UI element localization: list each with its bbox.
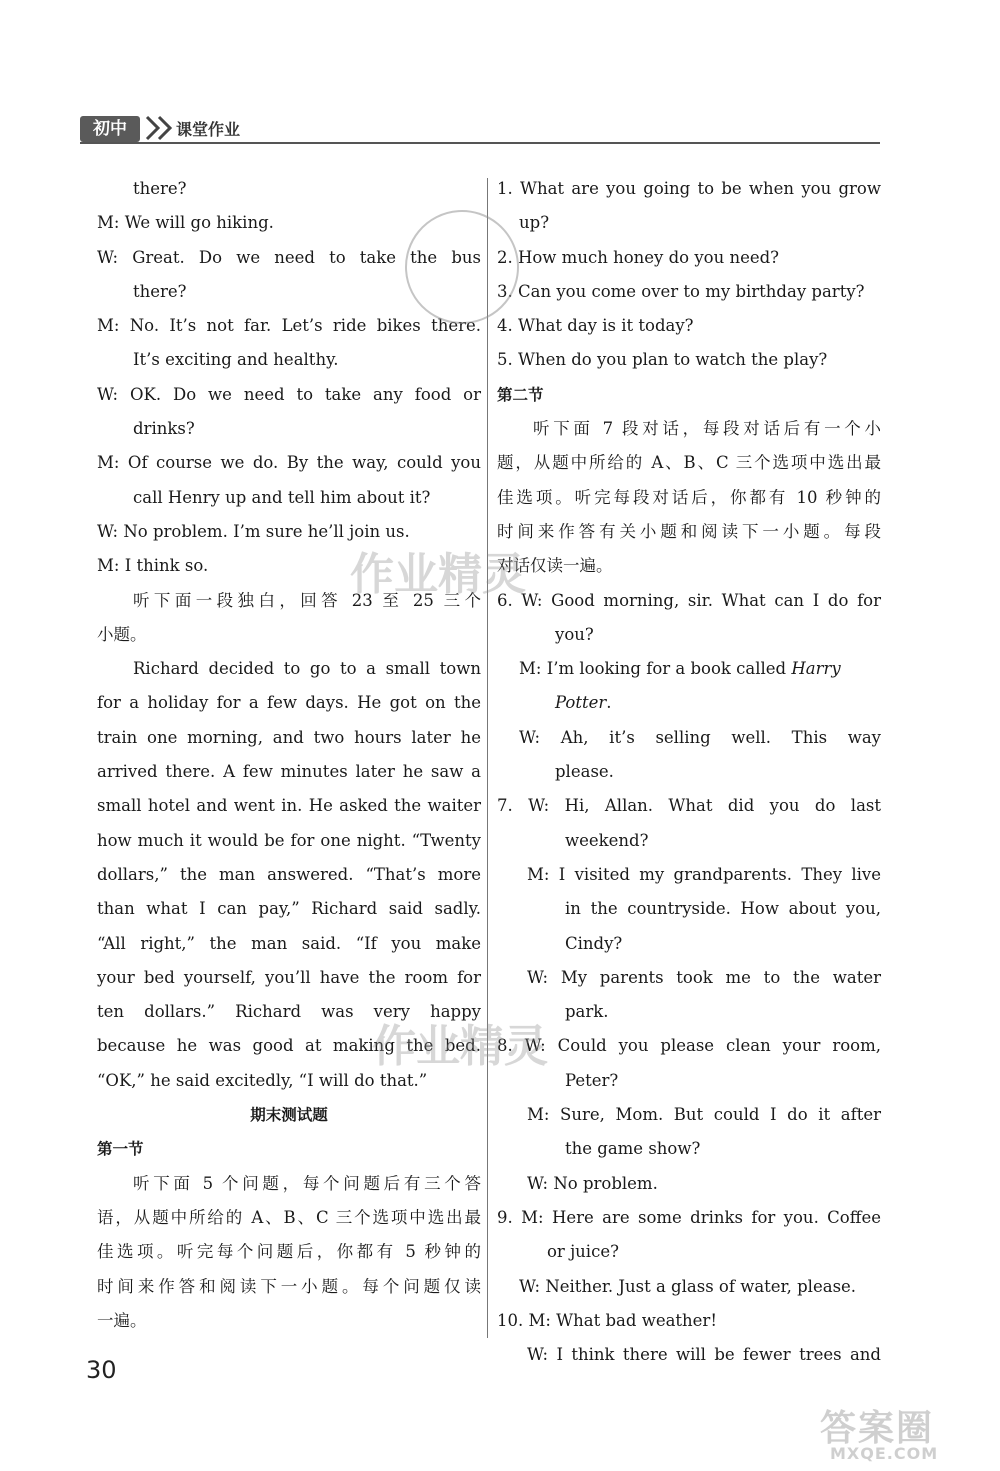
dialogue-line: W: My parents took me to the water bbox=[527, 967, 881, 987]
dialogue-line: 9. M: Here are some drinks for you. Coffee bbox=[497, 1207, 881, 1227]
question-line: 4. What day is it today? bbox=[497, 316, 694, 336]
dialogue-line: M: I think so. bbox=[97, 556, 209, 576]
dialogue-line: M: We will go hiking. bbox=[97, 213, 274, 233]
text-line: park. bbox=[565, 1002, 609, 1022]
passage-line: than what I can pay,” Richard said sadly. bbox=[97, 899, 481, 919]
dialogue-line: W: Neither. Just a glass of water, please. bbox=[519, 1276, 857, 1296]
text-line: please. bbox=[555, 762, 614, 782]
text-line: Cindy? bbox=[565, 933, 623, 953]
text-line: you? bbox=[555, 624, 594, 644]
instruction-line: 语，从题中所给的 A、B、C 三个选项中选出最 bbox=[97, 1207, 481, 1227]
passage-line: dollars,” the man answered. “That’s more bbox=[97, 864, 481, 884]
instruction-line: 听下面 5 个问题，每个问题后有三个答 bbox=[133, 1173, 481, 1193]
page-header bbox=[80, 112, 880, 144]
passage-line: small hotel and went in. He asked the waiter bbox=[97, 796, 481, 816]
dialogue-line bbox=[497, 652, 881, 686]
dialogue-line: 10. M: What bad weather! bbox=[497, 1310, 717, 1330]
instruction-line: 听下面 7 段对话，每段对话后有一个小 bbox=[533, 419, 881, 439]
passage-line: your bed yourself, you’ll have the room for bbox=[97, 967, 481, 987]
instruction-line: 题，从题中所给的 A、B、C 三个选项中选出最 bbox=[497, 453, 881, 473]
instruction-line: 一遍。 bbox=[97, 1310, 147, 1330]
logo-text: 答案圈 bbox=[820, 1408, 935, 1449]
passage-line: because he was good at making the bed. bbox=[97, 1036, 481, 1056]
instruction-line: 听下面一段独白，回答 23 至 25 三个 bbox=[133, 590, 481, 610]
book-title: Potter bbox=[555, 693, 607, 713]
left-column bbox=[97, 172, 481, 1338]
level-badge-label: 初中 bbox=[93, 119, 127, 139]
instruction-line: 时间来作答和阅读下一小题。每个问题仅读 bbox=[97, 1276, 481, 1296]
header-rule bbox=[80, 142, 880, 144]
text-line: in the countryside. How about you, bbox=[565, 899, 881, 919]
instruction-line: 佳选项。听完每个问题后，你都有 5 秒钟的 bbox=[97, 1242, 481, 1262]
text-line: the game show? bbox=[565, 1139, 701, 1159]
text-line: there? bbox=[133, 179, 187, 198]
text-line: Peter? bbox=[565, 1070, 619, 1090]
question-line: 2. How much honey do you need? bbox=[497, 247, 780, 267]
section-title: 期末测试题 bbox=[250, 1106, 328, 1125]
question-line: 3. Can you come over to my birthday party? bbox=[497, 281, 865, 301]
dialogue-line: 6. W: Good morning, sir. What can I do for bbox=[497, 590, 881, 610]
header-title: 课堂作业 bbox=[176, 120, 241, 139]
section-heading: 第一节 bbox=[97, 1140, 144, 1159]
question-line: 1. What are you going to be when you grow bbox=[497, 179, 881, 198]
passage-line: “OK,” he said excitedly, “I will do that.” bbox=[97, 1070, 428, 1090]
text-line: It’s exciting and healthy. bbox=[133, 350, 339, 370]
dialogue-line: M: No. It’s not far. Let’s ride bikes there. bbox=[97, 316, 481, 336]
right-column bbox=[497, 172, 881, 1372]
passage-line: for a holiday for a few days. He got on the bbox=[97, 693, 481, 713]
watermark-text: 作业精灵 bbox=[350, 549, 526, 600]
dialogue-line: 7. W: Hi, Allan. What did you do last bbox=[497, 796, 881, 816]
dialogue-text: M: I’m looking for a book called bbox=[519, 659, 792, 679]
level-badge bbox=[80, 116, 140, 142]
text-line bbox=[497, 686, 881, 720]
text-line: there? bbox=[133, 281, 187, 301]
instruction-line: 时间来作答有关小题和阅读下一小题。每段 bbox=[497, 521, 881, 541]
text-line: or juice? bbox=[547, 1242, 619, 1262]
chevron-right-icon bbox=[156, 114, 174, 142]
dialogue-line: W: Great. Do we need to take the bus bbox=[97, 247, 481, 267]
dialogue-line: W: OK. Do we need to take any food or bbox=[97, 384, 481, 404]
dialogue-line: W: I think there will be fewer trees and bbox=[527, 1345, 881, 1365]
dialogue-line: W: No problem. bbox=[527, 1173, 658, 1193]
passage-line: train one morning, and two hours later he bbox=[97, 727, 481, 747]
question-line: 5. When do you plan to watch the play? bbox=[497, 350, 828, 370]
punctuation: . bbox=[606, 693, 612, 713]
passage-line: how much it would be for one night. “Twenty bbox=[97, 830, 481, 850]
passage-line: ten dollars.” Richard was very happy bbox=[97, 1002, 481, 1022]
instruction-line: 小题。 bbox=[97, 624, 147, 644]
passage-line: arrived there. A few minutes later he saw a bbox=[97, 762, 481, 782]
text-line: drinks? bbox=[133, 419, 195, 439]
instruction-line: 佳选项。听完每段对话后，你都有 10 秒钟的 bbox=[497, 487, 881, 507]
passage-line: “All right,” the man said. “If you make bbox=[97, 933, 481, 953]
book-title: Harry bbox=[791, 659, 841, 679]
passage-line: Richard decided to go to a small town bbox=[133, 659, 481, 679]
column-divider bbox=[487, 178, 488, 1338]
dialogue-line: 8. W: Could you please clean your room, bbox=[497, 1036, 881, 1056]
logo-url: MXQE.COM bbox=[830, 1444, 939, 1463]
watermark-text: 作业精灵 bbox=[372, 1021, 548, 1072]
dialogue-line: M: Sure, Mom. But could I do it after bbox=[527, 1105, 881, 1125]
text-line: call Henry up and tell him about it? bbox=[133, 487, 431, 507]
section-heading: 第二节 bbox=[497, 385, 544, 404]
page-number: 30 bbox=[86, 1356, 117, 1384]
instruction-line: 对话仅读一遍。 bbox=[497, 556, 613, 576]
text-line: up? bbox=[519, 213, 550, 233]
dialogue-line: W: Ah, it’s selling well. This way bbox=[519, 727, 881, 747]
dialogue-line: M: I visited my grandparents. They live bbox=[527, 864, 881, 884]
text-line: weekend? bbox=[565, 830, 649, 850]
dialogue-line: W: No problem. I’m sure he’ll join us. bbox=[97, 521, 410, 541]
site-logo bbox=[820, 1400, 980, 1463]
dialogue-line: M: Of course we do. By the way, could you bbox=[97, 453, 481, 473]
